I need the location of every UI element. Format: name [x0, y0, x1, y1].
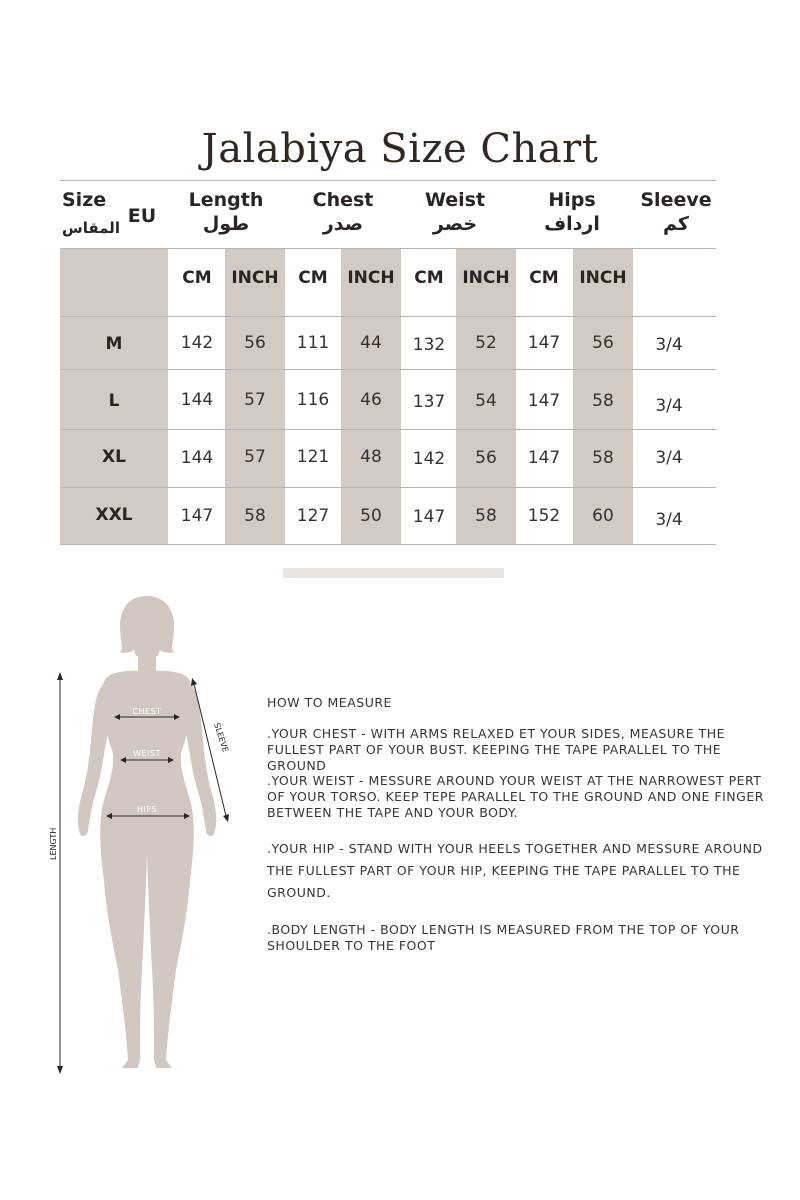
header-chest — [293, 188, 393, 236]
weist-cm: 132 — [412, 335, 446, 355]
header-hips — [522, 188, 622, 236]
row-size: M — [105, 334, 123, 354]
hips-label: HIPS — [136, 805, 158, 814]
weist-cm: 137 — [412, 392, 446, 412]
header-chest-arabic: صدر — [322, 213, 364, 235]
header-hips-label: Hips — [548, 189, 596, 211]
row-size: XL — [102, 447, 126, 467]
hips-inch: 58 — [592, 391, 614, 411]
length-inch: 58 — [244, 506, 266, 526]
header-weist-label: Weist — [424, 189, 486, 211]
unit-hips-inch: INCH — [579, 268, 627, 288]
hips-inch: 58 — [592, 448, 614, 468]
header-length — [176, 188, 276, 236]
header-sleeve — [636, 188, 716, 236]
length-inch: 57 — [244, 447, 266, 467]
unit-length-cm: CM — [182, 268, 212, 288]
header-length-arabic: طول — [202, 213, 250, 235]
chest-inch: 48 — [360, 447, 382, 467]
length-cm: 147 — [180, 506, 214, 526]
chest-cm: 111 — [296, 333, 330, 353]
divider — [60, 487, 716, 488]
weist-inch: 54 — [475, 391, 497, 411]
header-chest-label: Chest — [312, 189, 374, 211]
body-figure-illustration — [40, 590, 260, 1090]
header-size-arabic: المقاس — [62, 219, 120, 237]
header-size — [62, 188, 120, 240]
how-to-measure-heading: HOW TO MEASURE — [267, 695, 392, 710]
unit-hips-cm: CM — [529, 268, 559, 288]
header-hips-arabic: ارداف — [544, 213, 600, 235]
chest-inch: 50 — [360, 506, 382, 526]
sleeve: 3/4 — [655, 396, 683, 416]
header-length-label: Length — [188, 189, 264, 211]
hips-inch: 56 — [592, 333, 614, 353]
chest-cm: 127 — [296, 506, 330, 526]
row-size: XXL — [95, 505, 133, 525]
page-title: Jalabiya Size Chart — [201, 126, 599, 172]
chest-cm: 121 — [296, 447, 330, 467]
chest-inch: 44 — [360, 333, 382, 353]
hips-cm: 147 — [527, 448, 561, 468]
sleeve: 3/4 — [655, 510, 683, 530]
instruction-hip: .YOUR HIP - STAND WITH YOUR HEELS TOGETHER AND MESSURE AROUND THE FULLEST PART OF YOUR HIP, KEEPING THE TAPE PARALLEL TO THE GROUND. — [267, 841, 763, 900]
unit-weist-inch: INCH — [462, 268, 510, 288]
weist-label: WEIST — [133, 749, 161, 758]
hips-cm: 147 — [527, 333, 561, 353]
header-sleeve-arabic: كم — [663, 213, 689, 235]
divider — [60, 180, 716, 181]
divider — [60, 544, 716, 545]
divider — [60, 429, 716, 430]
chest-cm: 116 — [296, 390, 330, 410]
hips-cm: 147 — [527, 391, 561, 411]
unit-weist-cm: CM — [414, 268, 444, 288]
length-inch: 57 — [244, 390, 266, 410]
weist-cm: 147 — [412, 507, 446, 527]
instruction-chest: .YOUR CHEST - WITH ARMS RELAXED ET YOUR SIDES, MEASURE THE FULLEST PART OF YOUR BUST. KEEPING THE TAPE PARALLEL TO THE GROUND — [267, 726, 725, 773]
length-cm: 144 — [180, 390, 214, 410]
length-inch: 56 — [244, 333, 266, 353]
row-size: L — [108, 391, 120, 411]
length-cm: 142 — [180, 333, 214, 353]
header-eu: EU — [127, 205, 157, 227]
sleeve-label: SLEEVE — [212, 721, 230, 754]
scroll-indicator — [283, 568, 504, 578]
divider — [60, 316, 716, 317]
header-sleeve-label: Sleeve — [640, 189, 712, 211]
chest-inch: 46 — [360, 390, 382, 410]
weist-inch: 58 — [475, 506, 497, 526]
sleeve: 3/4 — [655, 448, 683, 468]
weist-inch: 52 — [475, 333, 497, 353]
header-size-label: Size — [62, 189, 107, 211]
chest-label: CHEST — [132, 707, 162, 716]
length-label: LENGTH — [49, 827, 58, 860]
length-cm: 144 — [180, 448, 214, 468]
header-weist-arabic: خصر — [432, 213, 478, 235]
sleeve: 3/4 — [655, 335, 683, 355]
instruction-weist: .YOUR WEIST - MESSURE AROUND YOUR WEIST AT THE NARROWEST PERT OF YOUR TORSO. KEEP TEPE PARALLEL TO THE GROUND AND ONE FINGER BETWEEN THE TAPE AND YOUR BODY. — [267, 773, 764, 820]
hips-inch: 60 — [592, 506, 614, 526]
weist-cm: 142 — [412, 449, 446, 469]
header-weist — [405, 188, 505, 236]
unit-chest-inch: INCH — [347, 268, 395, 288]
unit-chest-cm: CM — [298, 268, 328, 288]
body-silhouette — [78, 596, 216, 1068]
hips-cm: 152 — [527, 506, 561, 526]
unit-length-inch: INCH — [231, 268, 279, 288]
divider — [60, 369, 716, 370]
weist-inch: 56 — [475, 448, 497, 468]
instruction-length: .BODY LENGTH - BODY LENGTH IS MEASURED FROM THE TOP OF YOUR SHOULDER TO THE FOOT — [267, 922, 740, 953]
